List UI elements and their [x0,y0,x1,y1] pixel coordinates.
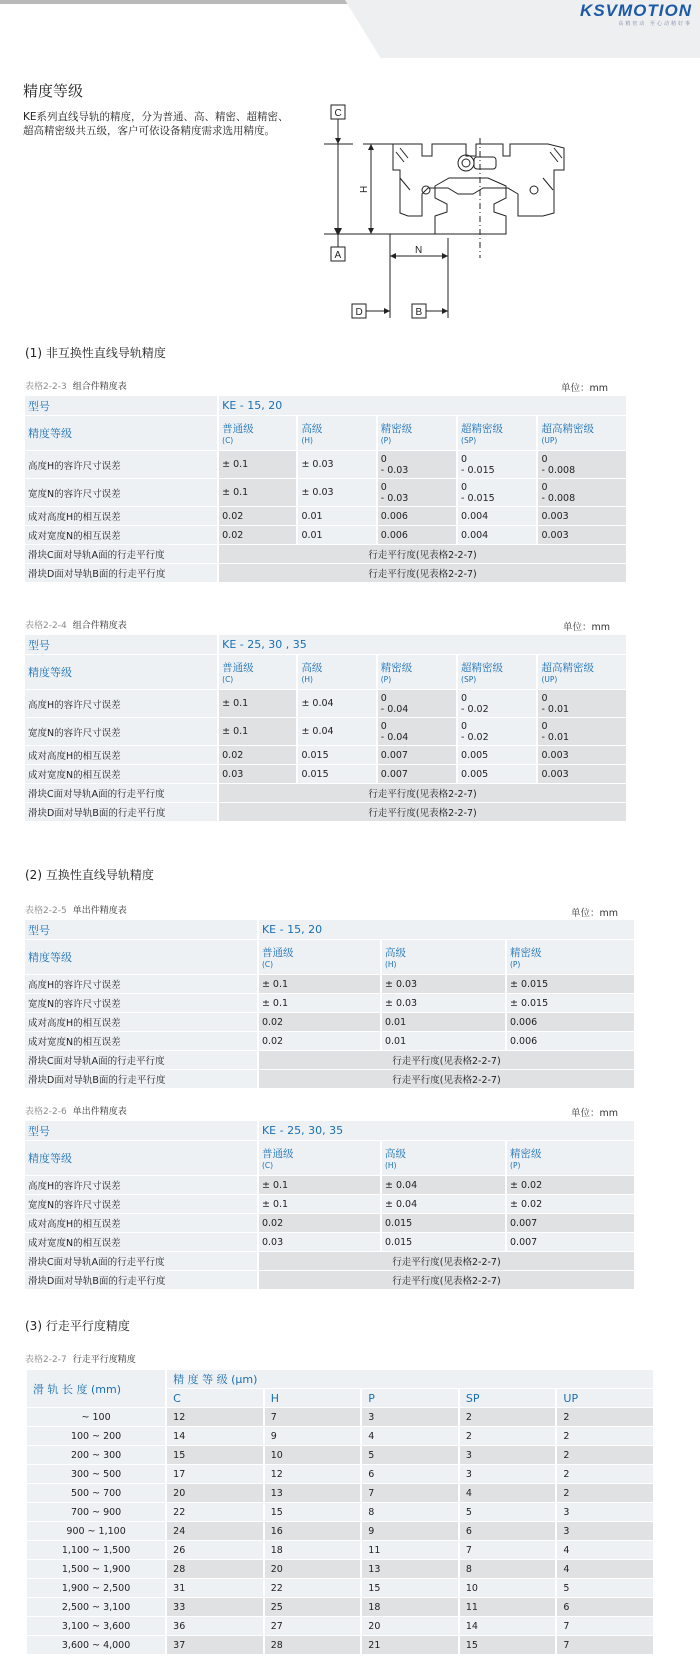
grade-header: 超精密级 (SP) [458,655,536,689]
table-caption-2-2-6 [25,1104,127,1117]
tolerance-value: 12 [265,1465,361,1483]
tolerance-value: 7 [557,1636,653,1654]
tolerance-value: 13 [265,1484,361,1502]
tolerance-value: 17 [167,1465,263,1483]
length-range: 700 ~ 900 [27,1503,165,1521]
tolerance-value: 7 [362,1484,458,1502]
table-row: 成对高度H的相互误差 0.02 0.015 0.007 0.005 0.003 [25,746,626,764]
grade-header: 精 度 等 级 (μm) [167,1370,653,1388]
table-unit: 单位：mm [563,622,611,633]
tolerance-value: 14 [460,1617,556,1635]
table-row: 宽度N的容许尺寸误差 ± 0.1 ± 0.04 ± 0.02 [25,1195,634,1213]
tolerance-value: 2 [557,1446,653,1464]
page-title: 精度等级 [23,82,84,100]
tolerance-value: 2 [557,1465,653,1483]
tolerance-value: 24 [167,1522,263,1540]
tolerance-value: 3 [362,1408,458,1426]
tolerance-value: 18 [362,1598,458,1616]
tolerance-value: 15 [362,1579,458,1597]
table-row [27,1446,653,1464]
length-range: 1,900 ~ 2,500 [27,1579,165,1597]
tolerance-value: 26 [167,1541,263,1559]
table-title: 单出件精度表 [72,906,127,916]
tolerance-value: 22 [167,1503,263,1521]
tolerance-value: 11 [362,1541,458,1559]
length-range: 300 ~ 500 [27,1465,165,1483]
table-row: 滑块C面对导轨A面的行走平行度 行走平行度(见表格2-2-7) [25,545,626,563]
table-caption-2-2-4 [25,618,127,631]
tolerance-value: 18 [265,1541,361,1559]
table-row: 成对宽度N的相互误差 0.03 0.015 0.007 [25,1233,634,1251]
grade-header: 精密级 (P) [507,1141,634,1175]
tolerance-value: 4 [557,1541,653,1559]
section-title-3: (3) 行走平行度精度 [25,1319,130,1333]
table-row [27,1484,653,1502]
grade-header: 高级 (H) [298,655,375,689]
tolerance-value: 3 [557,1503,653,1521]
brand-logo [580,1,692,27]
rail-cross-section-diagram [334,108,608,348]
table-row: 滑块C面对导轨A面的行走平行度 行走平行度(见表格2-2-7) [25,1252,634,1270]
tolerance-value: 20 [362,1617,458,1635]
tolerance-value: 22 [265,1579,361,1597]
model-value: KE - 25, 30, 35 [259,1121,634,1140]
header-strip [0,0,355,4]
table-row: 高度H的容许尺寸误差 ± 0.1 ± 0.03 0 - 0.03 0 - 0.015 0 - 0.008 [25,451,626,478]
table-row: 滑块C面对导轨A面的行走平行度 行走平行度(见表格2-2-7) [25,1051,634,1069]
intro-paragraph: KE系列直线导轨的精度，分为普通、高、精密、超精密、超高精密级共五级，客户可依设备精度需求选用精度。 [23,111,289,137]
tolerance-value: 25 [265,1598,361,1616]
table-row [27,1636,653,1654]
tolerance-value: 15 [265,1503,361,1521]
table-row: 成对宽度N的相互误差 0.03 0.015 0.007 0.005 0.003 [25,765,626,783]
tolerance-value: 2 [460,1427,556,1445]
tolerance-value: 28 [265,1636,361,1654]
table-2-2-6 [23,1120,636,1290]
grade-header: 精密级 (P) [378,416,456,450]
label-n: N [415,245,423,256]
tolerance-value: 4 [460,1484,556,1502]
table-row: 滑块D面对导轨B面的行走平行度 行走平行度(见表格2-2-7) [25,564,626,582]
table-row: 成对高度H的相互误差 0.02 0.01 0.006 0.004 0.003 [25,507,626,525]
tolerance-value: 3 [460,1465,556,1483]
tolerance-value: 36 [167,1617,263,1635]
grade-label: 精度等级 [25,416,217,450]
tolerance-value: 2 [557,1408,653,1426]
table-title: 组合件精度表 [72,621,127,631]
model-label: 型号 [25,635,217,654]
model-value: KE - 25, 30 , 35 [219,635,626,654]
tolerance-value: 20 [167,1484,263,1502]
tolerance-value: 3 [557,1522,653,1540]
grade-header: 普通级 (C) [219,655,296,689]
table-row [27,1503,653,1521]
grade-header: 超高精密级 (UP) [538,416,626,450]
table-row [27,1579,653,1597]
table-row: 宽度N的容许尺寸误差 ± 0.1 ± 0.04 0 - 0.04 0 - 0.02 0 - 0.01 [25,718,626,745]
table-number: 表格2-2-7 [25,1355,67,1365]
grade-label: 精度等级 [25,940,257,974]
table-caption-2-2-3 [25,379,127,392]
table-2-2-7 [25,1369,655,1655]
grade-header: 普通级 (C) [259,1141,380,1175]
tolerance-value: 10 [265,1446,361,1464]
table-title: 组合件精度表 [72,382,127,392]
table-row [27,1541,653,1559]
tolerance-value: 6 [362,1465,458,1483]
tolerance-value: 33 [167,1598,263,1616]
tolerance-value: 2 [460,1408,556,1426]
tolerance-value: 20 [265,1560,361,1578]
tolerance-value: 7 [265,1408,361,1426]
model-value: KE - 15, 20 [219,396,626,415]
tolerance-value: 2 [557,1484,653,1502]
table-row: 成对高度H的相互误差 0.02 0.015 0.007 [25,1214,634,1232]
table-row: 高度H的容许尺寸误差 ± 0.1 ± 0.04 ± 0.02 [25,1176,634,1194]
grade-header: 超精密级 (SP) [458,416,536,450]
tolerance-value: 9 [362,1522,458,1540]
table-unit: 单位：mm [571,1108,619,1119]
tolerance-value: 10 [460,1579,556,1597]
label-c: C [334,108,342,119]
brand-tagline: 高精密动 至心动精好事 [618,21,692,27]
table-number: 表格2-2-5 [25,906,67,916]
tolerance-value: 8 [460,1560,556,1578]
section-title-2: (2) 互换性直线导轨精度 [25,868,154,882]
table-row [27,1598,653,1616]
label-a: A [334,250,342,261]
label-b: B [415,307,423,318]
tolerance-value: 3 [460,1446,556,1464]
tolerance-value: 27 [265,1617,361,1635]
grade-column-p: P [362,1389,458,1407]
table-row [27,1522,653,1540]
model-label: 型号 [25,1121,257,1140]
tolerance-value: 7 [460,1541,556,1559]
length-range: 3,600 ~ 4,000 [27,1636,165,1654]
tolerance-value: 14 [167,1427,263,1445]
table-2-2-4 [23,634,628,822]
tolerance-value: 31 [167,1579,263,1597]
length-range: 1,500 ~ 1,900 [27,1560,165,1578]
table-number: 表格2-2-4 [25,621,67,631]
grade-header: 高级 (H) [382,1141,505,1175]
brand-name: KSVMOTION [580,1,692,20]
table-number: 表格2-2-3 [25,382,67,392]
grade-column-c: C [167,1389,263,1407]
grade-column-up: UP [557,1389,653,1407]
grade-label: 精度等级 [25,655,217,689]
tolerance-value: 4 [362,1427,458,1445]
length-range: 500 ~ 700 [27,1484,165,1502]
table-row: 滑块D面对导轨B面的行走平行度 行走平行度(见表格2-2-7) [25,1070,634,1088]
length-range: 3,100 ~ 3,600 [27,1617,165,1635]
section-title-1: (1) 非互换性直线导轨精度 [25,346,166,360]
table-row [27,1465,653,1483]
tolerance-value: 6 [557,1598,653,1616]
table-row [27,1408,653,1426]
tolerance-value: 5 [460,1503,556,1521]
table-2-2-5 [23,919,636,1089]
table-title: 单出件精度表 [72,1107,127,1117]
model-value: KE - 15, 20 [259,920,634,939]
tolerance-value: 15 [460,1636,556,1654]
model-label: 型号 [25,920,257,939]
grade-column-h: H [265,1389,361,1407]
tolerance-value: 6 [460,1522,556,1540]
grade-header: 精密级 (P) [378,655,456,689]
grade-header: 高级 (H) [298,416,375,450]
tolerance-value: 28 [167,1560,263,1578]
grade-header: 普通级 (C) [259,940,380,974]
grade-header: 精密级 (P) [507,940,634,974]
grade-column-sp: SP [460,1389,556,1407]
tolerance-value: 21 [362,1636,458,1654]
length-header: 滑 轨 长 度 (mm) [27,1370,165,1407]
tolerance-value: 37 [167,1636,263,1654]
table-row [27,1617,653,1635]
table-title: 行走平行度精度 [72,1355,136,1365]
tolerance-value: 8 [362,1503,458,1521]
table-row [27,1427,653,1445]
table-row: 高度H的容许尺寸误差 ± 0.1 ± 0.03 ± 0.015 [25,975,634,993]
table-number: 表格2-2-6 [25,1107,67,1117]
table-row: 成对高度H的相互误差 0.02 0.01 0.006 [25,1013,634,1031]
tolerance-value: 16 [265,1522,361,1540]
tolerance-value: 12 [167,1408,263,1426]
length-range: 1,100 ~ 1,500 [27,1541,165,1559]
tolerance-value: 4 [557,1560,653,1578]
length-range: 2,500 ~ 3,100 [27,1598,165,1616]
table-2-2-3 [23,395,628,583]
table-row: 滑块D面对导轨B面的行走平行度 行走平行度(见表格2-2-7) [25,803,626,821]
grade-header: 普通级 (C) [219,416,296,450]
table-row: 宽度N的容许尺寸误差 ± 0.1 ± 0.03 0 - 0.03 0 - 0.015 0 - 0.008 [25,479,626,506]
tolerance-value: 7 [557,1617,653,1635]
table-row [27,1560,653,1578]
grade-header: 高级 (H) [382,940,505,974]
table-caption-2-2-5 [25,903,127,916]
table-caption-2-2-7 [25,1352,136,1365]
tolerance-value: 13 [362,1560,458,1578]
tolerance-value: 9 [265,1427,361,1445]
tolerance-value: 11 [460,1598,556,1616]
grade-header: 超高精密级 (UP) [538,655,626,689]
table-row: 高度H的容许尺寸误差 ± 0.1 ± 0.04 0 - 0.04 0 - 0.02 0 - 0.01 [25,690,626,717]
table-row: 宽度N的容许尺寸误差 ± 0.1 ± 0.03 ± 0.015 [25,994,634,1012]
label-d: D [355,307,363,318]
length-range: 100 ~ 200 [27,1427,165,1445]
length-range: 200 ~ 300 [27,1446,165,1464]
model-label: 型号 [25,396,217,415]
length-range: ~ 100 [27,1408,165,1426]
table-row: 滑块C面对导轨A面的行走平行度 行走平行度(见表格2-2-7) [25,784,626,802]
tolerance-value: 2 [557,1427,653,1445]
table-unit: 单位：mm [561,383,609,394]
table-row: 成对宽度N的相互误差 0.02 0.01 0.006 [25,1032,634,1050]
table-row: 滑块D面对导轨B面的行走平行度 行走平行度(见表格2-2-7) [25,1271,634,1289]
table-unit: 单位：mm [571,908,619,919]
tolerance-value: 15 [167,1446,263,1464]
length-range: 900 ~ 1,100 [27,1522,165,1540]
table-row: 成对宽度N的相互误差 0.02 0.01 0.006 0.004 0.003 [25,526,626,544]
label-h: H [359,185,370,193]
tolerance-value: 5 [557,1579,653,1597]
grade-label: 精度等级 [25,1141,257,1175]
tolerance-value: 5 [362,1446,458,1464]
